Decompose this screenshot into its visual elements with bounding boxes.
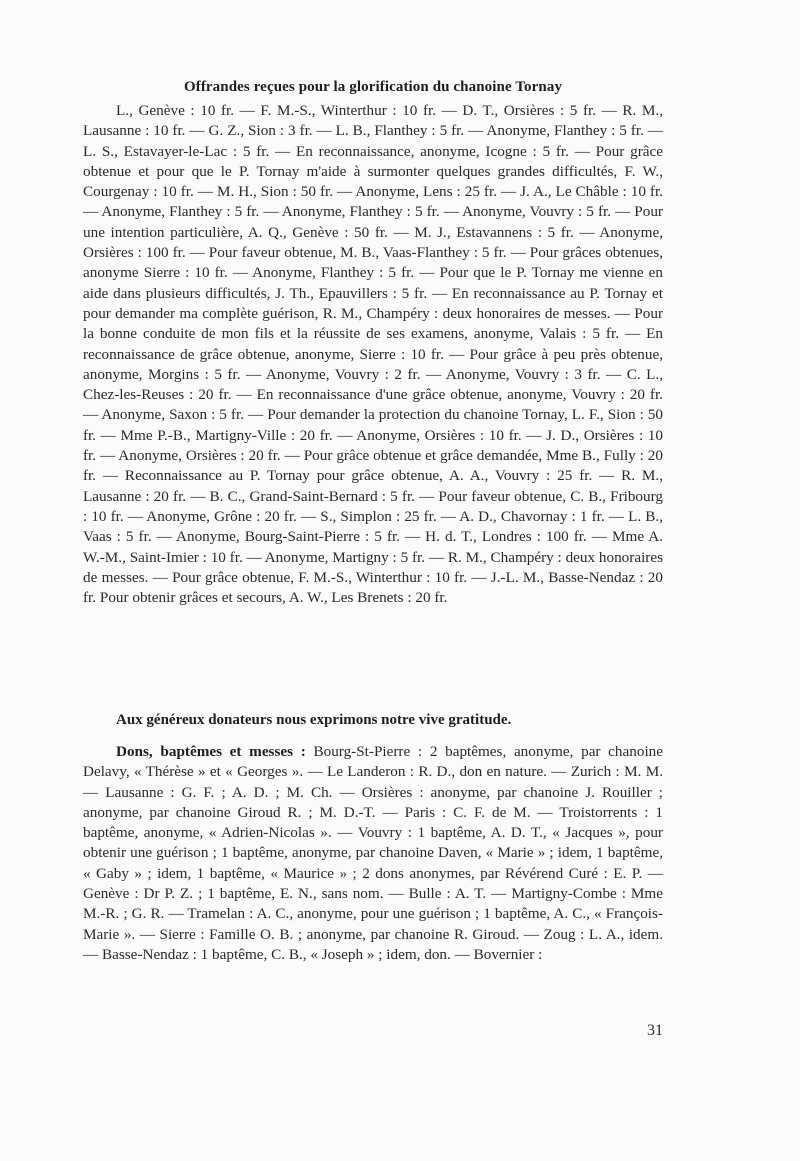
dons-lead: Dons, baptêmes et messes : [116,743,306,760]
dons-paragraph [83,742,663,965]
gratitude-line: Aux généreux donateurs nous exprimons notre vive gratitude. [116,712,512,728]
offrandes-paragraph: L., Genève : 10 fr. — F. M.-S., Winterthur : 10 fr. — D. T., Orsières : 5 fr. — R. M., Lausanne : 10 fr. — G. Z., Sion : 3 fr. — L. B., Flanthey : 5 fr. — Anonyme, Flanthey : 5 fr. — L. S., Estavayer-le-Lac : 5 fr. — En reconnaissance, anonyme, Icogne : 5 fr. — Pour grâce obtenue et pour que le P. Tornay m'aide à surmonter quelques grandes difficultés, F. W., Courgenay : 10 fr. — M. H., Sion : 50 fr. — Anonyme, Lens : 25 fr. — J. A., Le Châble : 10 fr. — Anonyme, Flanthey : 5 fr. — Anonyme, Flanthey : 5 fr. — Anonyme, Vouvry : 5 fr. — Pour une intention particulière, A. Q., Genève : 50 fr. — M. J., Estavannens : 5 fr. — Anonyme, Orsières : 100 fr. — Pour faveur obtenue, M. B., Vaas-Flanthey : 5 fr. — Pour grâces obtenues, anonyme Sierre : 10 fr. — Anonyme, Flanthey : 5 fr. — Pour que le P. Tornay me vienne en aide dans plusieurs difficultés, J. Th., Epauvillers : 5 fr. — En reconnaissance au P. Tornay et pour demander ma complète guérison, R. M., Champéry : deux honoraires de messes. — Pour la bonne conduite de mon fils et la réussite de ses examens, anonyme, Valais : 5 fr. — En reconnaissance de grâce obtenue, anonyme, Sierre : 10 fr. — Pour grâce à peu près obtenue, anonyme, Morgins : 5 fr. — Anonyme, Vouvry : 2 fr. — Anonyme, Vouvry : 3 fr. — C. L., Chez-les-Reuses : 20 fr. — En reconnaissance d'une grâce obtenue, anonyme, Vouvry : 20 fr. — Anonyme, Saxon : 5 fr. — Pour demander la protection du chanoine Tornay, L. F., Sion : 50 fr. — Mme P.-B., Martigny-Ville : 20 fr. — Anonyme, Orsières : 10 fr. — J. D., Orsières : 10 fr. — Anonyme, Orsières : 20 fr. — Pour grâce obtenue et grâce demandée, Mme B., Fully : 20 fr. — Reconnaissance au P. Tornay pour grâce obtenue, A. A., Vouvry : 25 fr. — R. M., Lausanne : 20 fr. — B. C., Grand-Saint-Bernard : 5 fr. — Pour faveur obtenue, C. B., Fribourg : 10 fr. — Anonyme, Grône : 20 fr. — S., Simplon : 25 fr. — A. D., Chavornay : 1 fr. — L. B., Vaas : 5 fr. — Anonyme, Bourg-Saint-Pierre : 5 fr. — H. d. T., Londres : 100 fr. — Mme A. W.-M., Saint-Imier : 10 fr. — Anonyme, Martigny : 5 fr. — R. M., Champéry : deux honoraires de messes. — Pour grâce obtenue, F. M.-S., Winterthur : 10 fr. — J.-L. M., Basse-Nendaz : 20 fr. Pour obtenir grâces et secours, A. W., Les Brenets : 20 fr. [83,102,663,607]
page-number: 31 [647,1022,663,1039]
section-heading: Offrandes reçues pour la glorification du chanoine Tornay [183,79,563,95]
dons-text: Bourg-St-Pierre : 2 baptêmes, anonyme, par chanoine Delavy, « Thérèse » et « Georges ». — Le Landeron : R. D., don en nature. — Zurich : M. M. — Lausanne : G. F. ; A. D. ; M. Ch. — Orsières : anonyme, par chanoine J. Rouiller ; anonyme, par chanoine Giroud R. ; M. D.-T. — Paris : C. F. de M. — Troistorrents : 1 baptême, anonyme, « Adrien-Nicolas ». — Vouvry : 1 baptême, A. D. T., « Jacques », pour obtenir une guérison ; 1 baptême, anonyme, par chanoine Daven, « Marie » ; idem, 1 baptême, « Gaby » ; idem, 1 baptême, « Maurice » ; 2 dons anonymes, par Révérend Curé : E. P. — Genève : Dr P. Z. ; 1 baptême, E. N., sans nom. — Bulle : A. T. — Martigny-Combe : Mme M.-R. ; G. R. — Tramelan : A. C., anonyme, pour une guérison ; 1 baptême, A. C., « François-Marie ». — Sierre : Famille O. B. ; anonyme, par chanoine R. Giroud. — Zoug : L. A., idem. — Basse-Nendaz : 1 baptême, C. B., « Joseph » ; idem, don. — Bovernier : [83,743,663,963]
